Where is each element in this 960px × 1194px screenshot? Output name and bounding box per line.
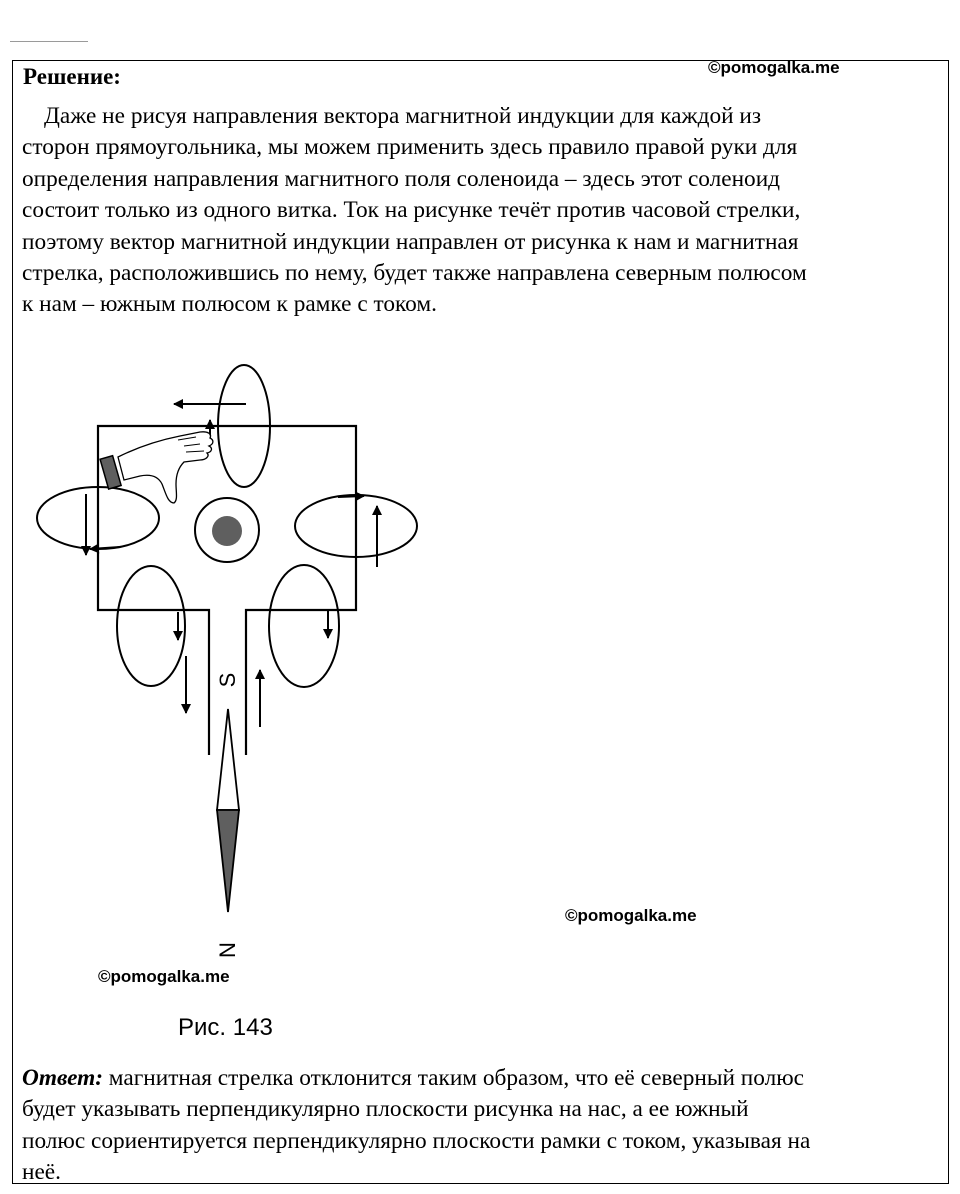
paragraph-line: сторон прямоугольника, мы можем применить здесь правило правой руки для	[22, 134, 798, 161]
figure-caption: Рис. 143	[178, 1014, 273, 1041]
pole-label-n: N	[215, 942, 240, 958]
answer-line: неё.	[22, 1159, 61, 1186]
solution-heading: Решение:	[23, 64, 121, 89]
paragraph-line: к нам – южным полюсом к рамке с током.	[22, 291, 437, 318]
field-loop-bottom-left	[117, 566, 185, 686]
right-hand-icon	[100, 432, 213, 503]
paragraph-line: поэтому вектор магнитной индукции направлен от рисунка к нам и магнитная	[22, 228, 799, 255]
answer-block	[22, 1063, 942, 1189]
answer-line-first	[22, 1063, 942, 1094]
paragraph-line: стрелка, расположившись по нему, будет также направлена северным полюсом	[22, 260, 807, 287]
paragraph-line: Даже не рисуя направления вектора магнитной индукции для каждой из	[44, 103, 762, 129]
answer-label: Ответ:	[22, 1065, 103, 1091]
watermark-bottom-left: ©pomogalka.me	[98, 967, 230, 986]
watermark-middle: ©pomogalka.me	[565, 906, 697, 925]
paragraph-line: определения направления магнитного поля соленоида – здесь этот соленоид	[22, 165, 781, 192]
answer-line: будет указывать перпендикулярно плоскости рисунка на нас, а ее южный	[22, 1096, 749, 1123]
compass-needle-north	[217, 810, 239, 912]
field-arrow-right	[338, 496, 364, 497]
paragraph-line: состоит только из одного витка. Ток на рисунке течёт против часовой стрелки,	[22, 197, 801, 224]
watermark-top: ©pomogalka.me	[708, 58, 840, 77]
field-center-dot	[212, 516, 242, 546]
answer-text: магнитная стрелка отклонится таким образом, что её северный полюс	[102, 1065, 804, 1091]
answer-line: полюс сориентируется перпендикулярно плоскости рамки с током, указывая на	[22, 1127, 811, 1154]
compass-needle-south	[217, 709, 239, 810]
pole-label-s: S	[215, 672, 240, 688]
